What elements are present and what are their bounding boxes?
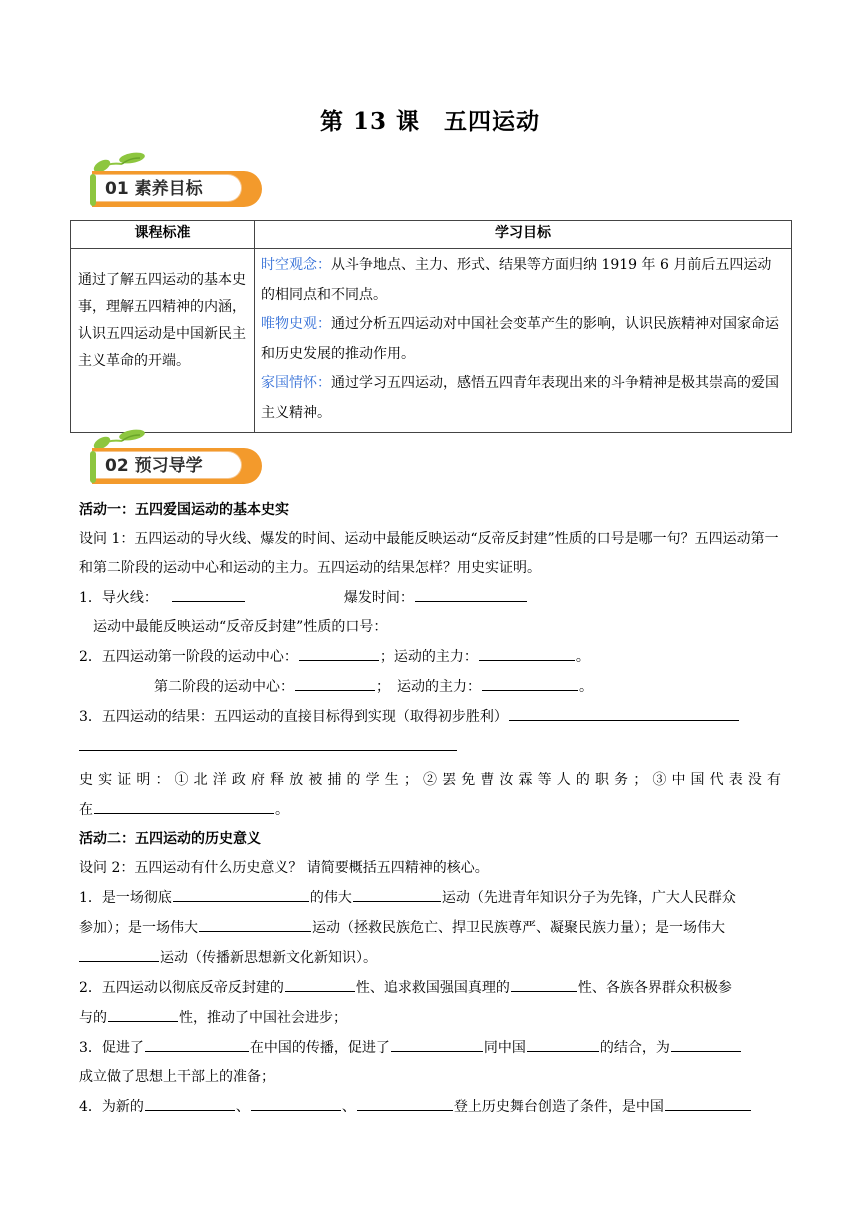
answer-blank[interactable] [251, 1092, 341, 1111]
answer-blank[interactable] [353, 883, 441, 902]
answer-blank[interactable] [509, 702, 739, 721]
answer-line: 与的 性，推动了中国社会进步； [79, 1003, 784, 1033]
activity-heading: 活动一：五四爱国运动的基本史实 [79, 502, 289, 518]
answer-blank[interactable] [415, 583, 527, 602]
answer-blank[interactable] [671, 1033, 741, 1052]
activity-heading: 活动二：五四运动的历史意义 [79, 831, 261, 847]
goals-table [70, 220, 792, 433]
answer-line: 1．导火线： 爆发时间： [79, 583, 784, 613]
goal-item: 家国情怀：通过学习五四运动，感悟五四青年表现出来的斗争精神是极其崇高的爱国主义精神。 [261, 375, 779, 421]
answer-line: 4．为新的 、 、 登上历史舞台创造了条件，是中国 [79, 1092, 784, 1122]
section-label: 02 预习导学 [92, 451, 242, 479]
answer-blank[interactable] [295, 672, 375, 691]
answer-blank[interactable] [173, 883, 309, 902]
section-banner-preview [78, 429, 268, 487]
answer-blank[interactable] [285, 973, 355, 992]
answer-line: 3．促进了 在中国的传播，促进了 同中国 的结合，为 [79, 1033, 784, 1063]
answer-line: 3．五四运动的结果：五四运动的直接目标得到实现（取得初步胜利） [79, 702, 784, 732]
answer-line: 成立做了思想上干部上的准备； [79, 1069, 275, 1085]
goal-item: 时空观念：从斗争地点、主力、形式、结果等方面归纳 1919 年 6 月前后五四运动的相同点和不同点。 [261, 257, 772, 303]
section-label: 01 素养目标 [92, 174, 242, 202]
answer-blank[interactable] [94, 795, 274, 814]
answer-line: 1．是一场彻底 的伟大 运动（先进青年知识分子为先锋，广大人民群众 [79, 883, 784, 913]
worksheet-body [79, 496, 784, 1122]
answer-line: 第二阶段的运动中心： ； 运动的主力： 。 [79, 672, 784, 702]
page-title: 第 13 课 五四运动 [319, 108, 541, 135]
answer-blank[interactable] [357, 1092, 453, 1111]
table-header: 课程标准 [71, 221, 255, 249]
answer-blank[interactable] [79, 943, 159, 962]
answer-blank[interactable] [391, 1033, 483, 1052]
question-text: 设问 1：五四运动的导火线、爆发的时间、运动中最能反映运动“反帝反封建”性质的口号是哪一句？五四运动第一和第二阶段的运动中心和运动的主力。五四运动的结果怎样？用史实证明。 [79, 531, 779, 576]
answer-line: 2．五四运动第一阶段的运动中心： ；运动的主力： 。 [79, 642, 784, 672]
answer-blank[interactable] [665, 1092, 751, 1111]
answer-blank[interactable] [108, 1003, 178, 1022]
section-banner-goals [78, 152, 268, 210]
answer-line: 参加）；是一场伟大 运动（拯救民族危亡、捍卫民族尊严、凝聚民族力量）；是一场伟大 [79, 913, 784, 943]
question-text: 设问 2：五四运动有什么历史意义？ 请简要概括五四精神的核心。 [79, 860, 489, 876]
goal-item: 唯物史观：通过分析五四运动对中国社会变革产生的影响，认识民族精神对国家命运和历史发展的推动作用。 [261, 316, 779, 362]
table-header: 学习目标 [255, 221, 792, 249]
answer-blank[interactable] [511, 973, 577, 992]
answer-blank[interactable] [479, 642, 575, 661]
answer-line: 2．五四运动以彻底反帝反封建的 性、追求救国强国真理的 性、各族各界群众积极参 [79, 973, 784, 1003]
answer-line: 史实证明：①北洋政府释放被捕的学生；②罢免曹汝霖等人的职务；③中国代表没有 [79, 772, 784, 788]
answer-blank[interactable] [482, 672, 578, 691]
answer-blank[interactable] [172, 583, 245, 602]
learning-goals [255, 249, 792, 433]
answer-blank[interactable] [299, 642, 379, 661]
answer-blank[interactable] [145, 1033, 249, 1052]
answer-blank[interactable] [199, 913, 311, 932]
answer-line: 运动（传播新思想新文化新知识）。 [79, 943, 784, 973]
answer-line: 在 。 [79, 795, 784, 825]
answer-line: 运动中最能反映运动“反帝反封建”性质的口号： [93, 619, 388, 635]
answer-blank[interactable] [145, 1092, 235, 1111]
answer-blank[interactable] [79, 732, 457, 751]
curriculum-standard: 通过了解五四运动的基本史事，理解五四精神的内涵，认识五四运动是中国新民主主义革命的开端。 [71, 249, 255, 433]
answer-blank[interactable] [527, 1033, 599, 1052]
answer-line [79, 732, 784, 761]
